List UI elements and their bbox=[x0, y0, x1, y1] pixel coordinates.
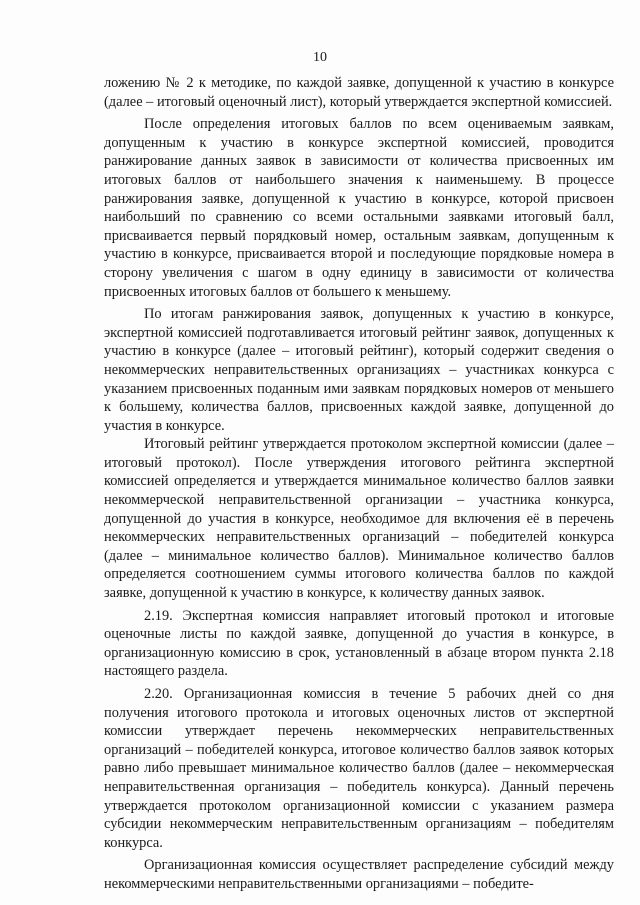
paragraph-final-rating: По итогам ранжирования заявок, допущенных к участию в конкурсе, экспертной комиссией подготавливается итоговый рейтинг заявок, допущенных к участию в конкурсе (далее – итоговый рейтинг), который содержит сведения о некоммерческих неправительственных организациях – участниках конкурса с указанием присвоенных поданным ими заявкам порядковых номеров от меньшего к большему, количества баллов, присвоенных каждой заявке, допущенной до участия в конкурсе. bbox=[104, 306, 614, 434]
paragraph-distribution: Организационная комиссия осуществляет распределение субсидий между некоммерческими неправительственными организациями – победите- bbox=[104, 857, 614, 892]
page-number: 10 bbox=[313, 50, 327, 65]
paragraph-clause-2-20: 2.20. Организационная комиссия в течение 5 рабочих дней со дня получения итогового протокола и итоговых оценочных листов от экспертной комиссии утверждает перечень некоммерческих неправительственных организаций – победителей конкурса, итоговое количество баллов заявок которых равно либо превышает минимальное количество баллов (далее – некоммерческая неправительственная организация – победитель конкурса). Данный перечень утверждается протоколом организационной комиссии с указанием размера субсидии некоммерческим неправительственным организациям – победителям конкурса. bbox=[104, 686, 614, 851]
paragraph-clause-2-19: 2.19. Экспертная комиссия направляет итоговый протокол и итоговые оценочные листы по каждой заявке, допущенной до участия в конкурсе, в организационную комиссию в срок, установленный в абзаце втором пункта 2.18 настоящего раздела. bbox=[104, 607, 614, 680]
paragraph-continuation: ложению № 2 к методике, по каждой заявке, допущенной к участию в конкурсе (далее – итоговый оценочный лист), который утверждается экспертной комиссией. bbox=[104, 75, 614, 110]
paragraph-ranking: После определения итоговых баллов по всем оцениваемым заявкам, допущенным к участию в конкурсе экспертной комиссией, проводится ранжирование данных заявок в зависимости от количества присвоенных им итоговых баллов от наибольшего значения к наименьшему. В процессе ранжирования заявке, допущенной к участию в конкурсе, которой присвоен наибольший по сравнению со всеми остальными заявками итоговый балл, присваивается первый порядковый номер, остальным заявкам, допущенным к участию в конкурсе, присваивается второй и последующие порядковые номера в сторону увеличения с шагом в одну единицу в зависимости от количества присвоенных итоговых баллов от большего к меньшему. bbox=[104, 116, 614, 300]
paragraph-final-protocol: Итоговый рейтинг утверждается протоколом экспертной комиссии (далее – итоговый протокол). После утверждения итогового рейтинга экспертной комиссией определяется и утверждается минимальное количество баллов заявки некоммерческой неправительственной организации – участника конкурса, допущенной до участия в конкурсе, необходимое для включения её в перечень некоммерческих неправительственных организаций – победителей конкурса (далее – минимальное количество баллов). Минимальное количество баллов определяется соотношением суммы итогового количества баллов по каждой заявке, допущенной к участию в конкурсе, к количеству данных заявок. bbox=[104, 436, 614, 602]
document-body bbox=[104, 74, 614, 894]
